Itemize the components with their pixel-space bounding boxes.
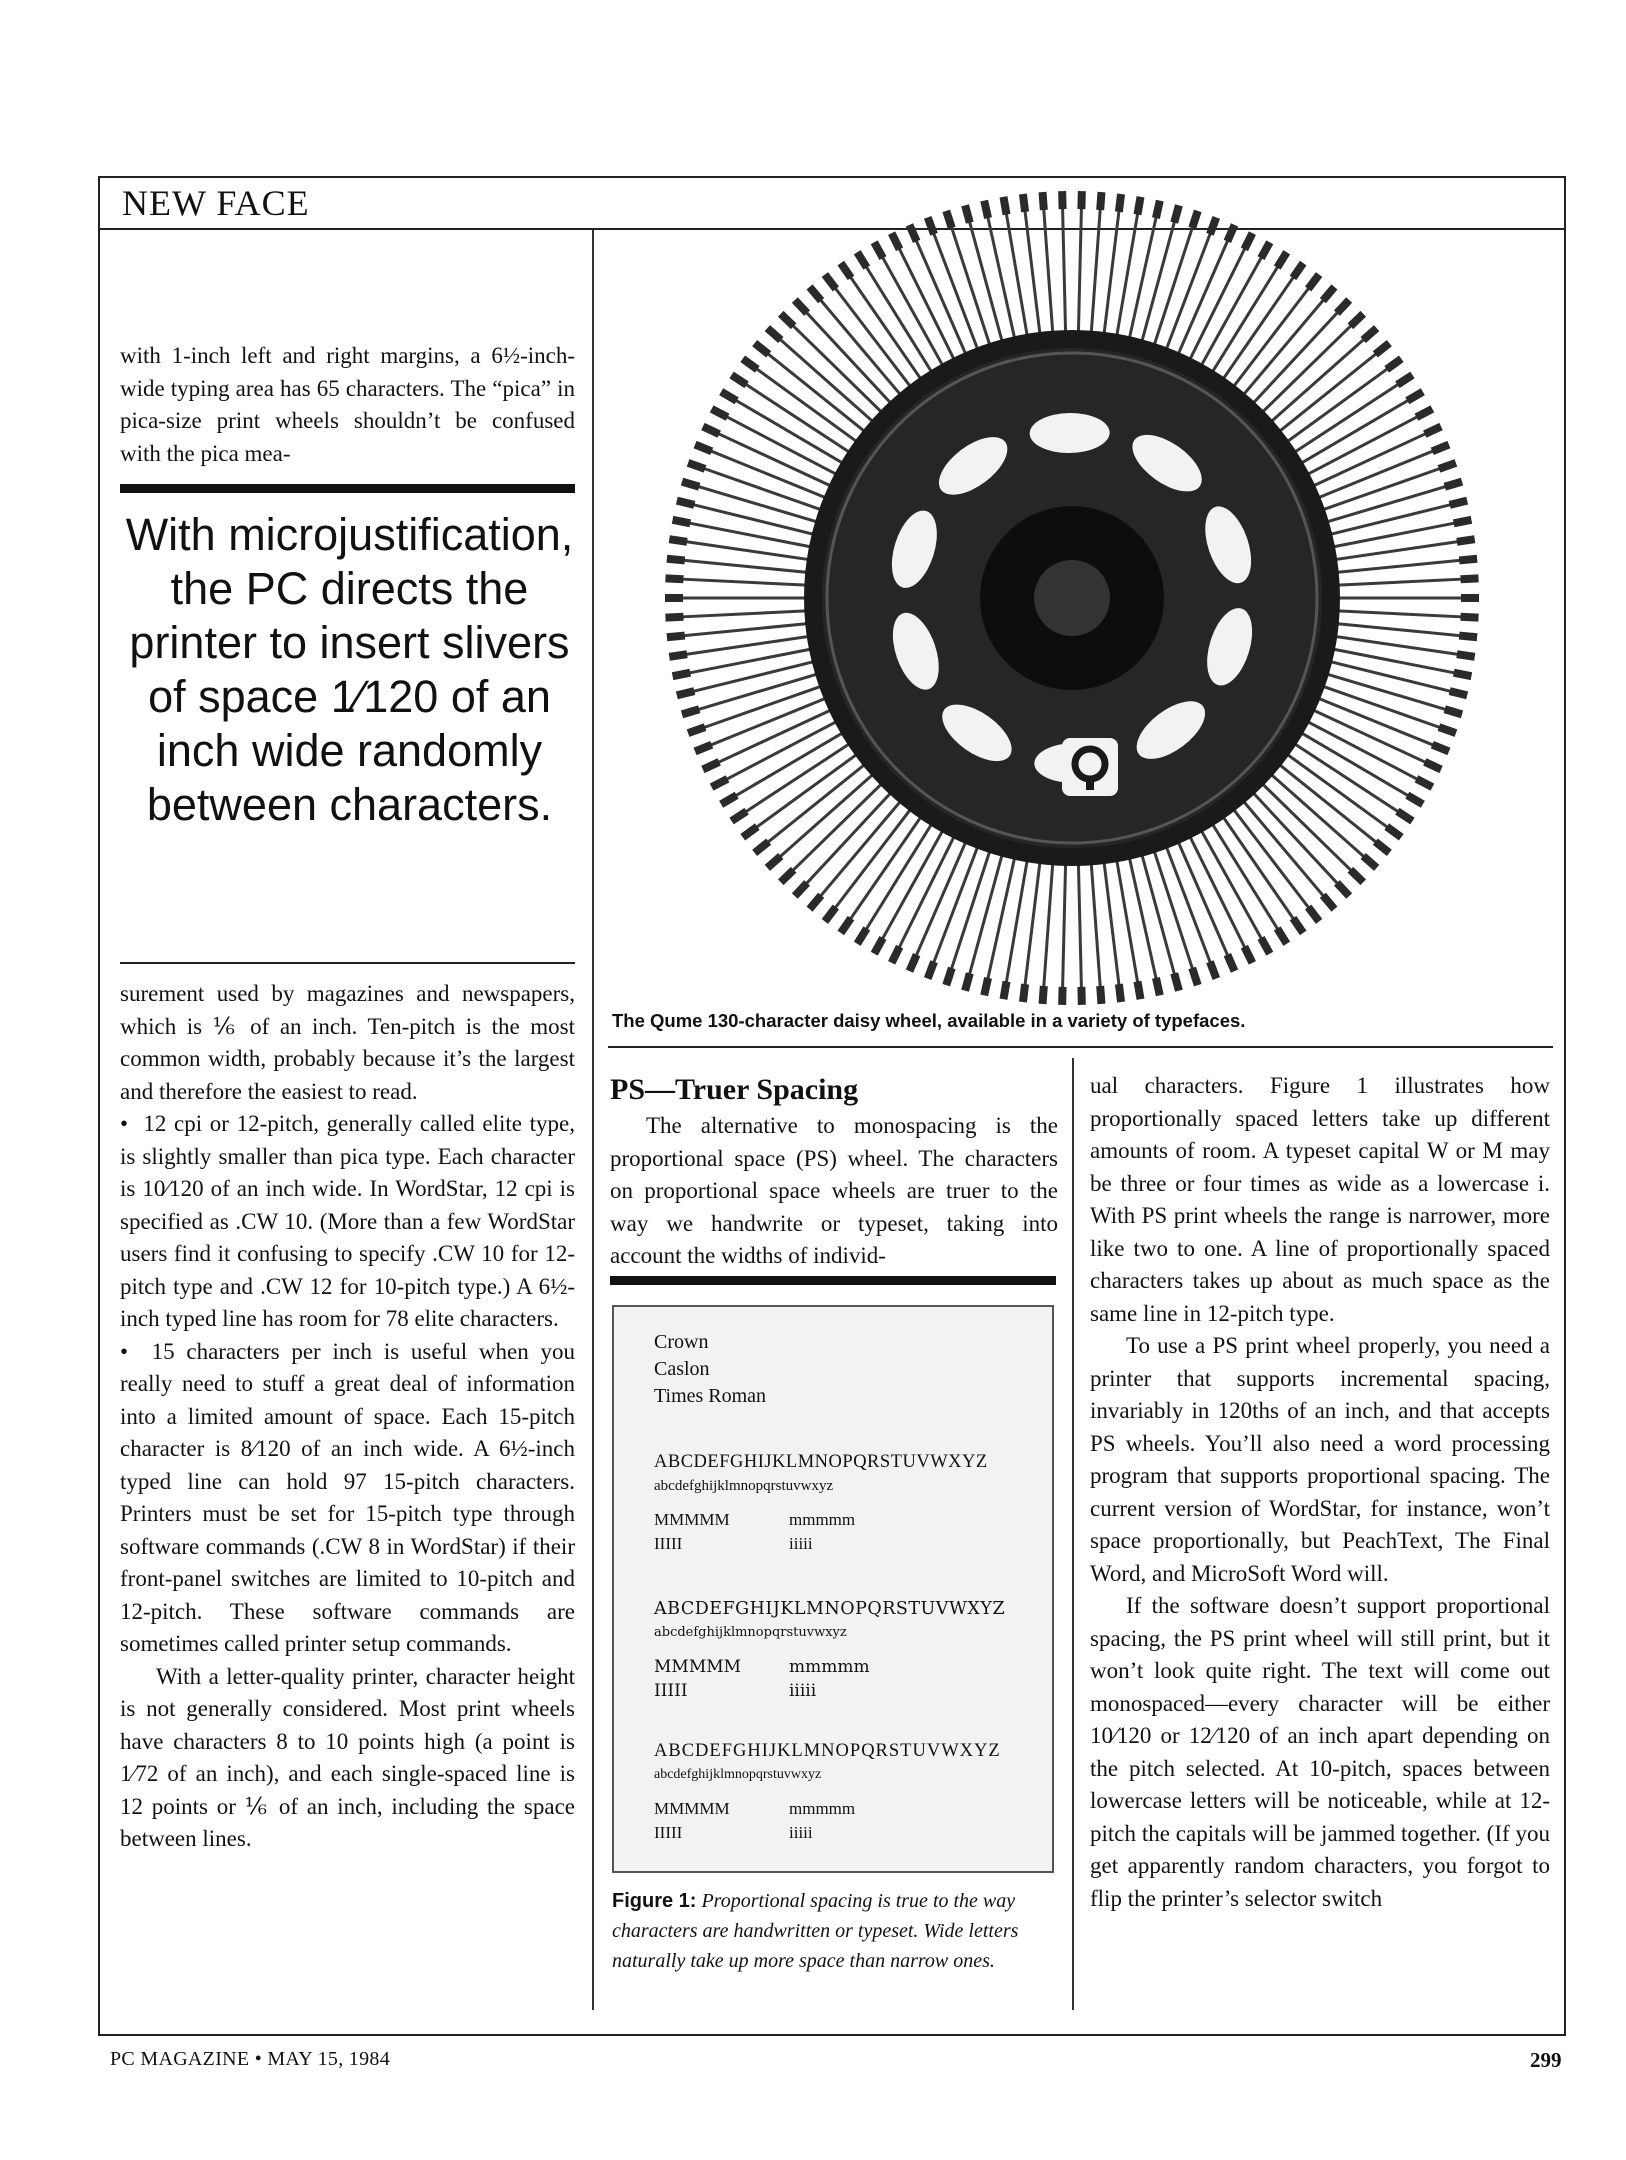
petal-character-tip	[710, 775, 730, 790]
petal-character-tip	[1058, 987, 1066, 1005]
petal-character-tip	[1134, 981, 1145, 1000]
pullquote-top-rule	[120, 484, 575, 493]
figure-1	[612, 1305, 1054, 1873]
petal-character-tip	[1152, 977, 1164, 996]
caption-rule	[608, 1046, 1553, 1048]
sample-lowercase: abcdefghijklmnopqrstuvwxyz	[654, 1625, 847, 1640]
petal-character-tip	[694, 441, 714, 455]
petal-character-tip	[665, 574, 683, 583]
petal-character-tip	[1039, 986, 1048, 1005]
petal-character-tip	[1224, 223, 1239, 243]
petal-character-tip	[719, 792, 739, 808]
petal-character-tip	[1258, 936, 1274, 956]
petal-character-tip	[1395, 372, 1414, 389]
petal-character-tip	[871, 936, 887, 956]
petal-character-tip	[888, 945, 903, 965]
petal-character-tip	[681, 478, 701, 491]
right-paragraph: To use a PS print wheel properly, you need a printer that supports incremental spacing, invariably in 120ths of an inch, and that accepts PS wheels. You’ll also need a word processing program that supports proportional spacing. The current version of WordStar, for instance, won’t space proportionally, but PeachText, The Final Word, and MicroSoft Word will.	[1090, 1333, 1550, 1586]
sample-uppercase: ABCDEFGHIJKLMNOPQRSTUVWXYZ	[654, 1741, 1001, 1761]
petal-character-tip	[1431, 741, 1451, 755]
petal-character-tip	[687, 459, 707, 473]
petal-character-tip	[1460, 574, 1478, 583]
petal-character-tip	[1000, 196, 1011, 215]
petal-character-tip	[1096, 986, 1105, 1005]
petal-character-tip	[687, 723, 707, 737]
petal-character-tip	[1077, 191, 1085, 209]
sample-uppercase: ABCDEFGHIJKLMNOPQRSTUVWXYZ	[654, 1452, 988, 1472]
petal-character-tip	[665, 594, 683, 602]
petal-character-tip	[1431, 441, 1451, 455]
petal-character-tip	[672, 669, 691, 680]
petal-character-tip	[701, 758, 721, 773]
figure-caption-label: Figure 1:	[612, 1890, 697, 1912]
petal-character-tip	[1206, 216, 1220, 236]
sample-narrow-lower: iiiii	[789, 1681, 817, 1701]
petal-character-tip	[1449, 687, 1468, 699]
petal-character-tip	[1134, 196, 1145, 215]
petal-character-tip	[667, 632, 686, 642]
sample-uppercase: ABCDEFGHIJKLMNOPQRSTUVWXYZ	[654, 1599, 1006, 1619]
petal-character-tip	[1453, 516, 1472, 527]
footer-publication: PC MAGAZINE • MAY 15, 1984	[110, 2048, 391, 2070]
petal-character-tip	[924, 960, 938, 980]
petal-character-tip	[672, 516, 691, 527]
petal-character-tip	[1241, 231, 1256, 251]
petal-character-tip	[729, 808, 748, 825]
petal-character-tip	[676, 497, 695, 509]
petal-character-tip	[980, 200, 992, 219]
petal-character-tip	[888, 231, 903, 251]
petal-character-tip	[1456, 650, 1475, 661]
petal-character-tip	[1423, 423, 1443, 438]
sample-wide-lower: mmmmm	[789, 1657, 870, 1677]
petal-character-tip	[1241, 945, 1256, 965]
petal-character-tip	[854, 926, 870, 946]
petal-character-tip	[1170, 204, 1182, 223]
petal-character-tip	[729, 372, 748, 389]
petal-character-tip	[1449, 497, 1468, 509]
petal-character-tip	[924, 216, 938, 236]
petal-character-tip	[961, 204, 973, 223]
sample-narrow-lower: iiiii	[789, 1534, 813, 1553]
petal-character-tip	[942, 967, 955, 987]
photo-caption: The Qume 130-character daisy wheel, available in a variety of typefaces.	[612, 1010, 1246, 1031]
petal-character-tip	[1115, 984, 1125, 1003]
figure-top-rule	[610, 1276, 1056, 1285]
petal-character-tip	[1019, 193, 1029, 212]
petal-character-tip	[1461, 594, 1479, 602]
petal-character-tip	[1456, 535, 1475, 546]
petal-character-tip	[1058, 191, 1066, 209]
article-frame	[98, 176, 1566, 2036]
petal-character-tip	[669, 650, 688, 661]
petal-character-tip	[1438, 723, 1458, 737]
petal-character-tip	[1258, 240, 1274, 260]
left-column-body	[120, 978, 575, 1856]
sample-narrow-caps: IIIII	[654, 1534, 683, 1553]
petal-character-tip	[1459, 555, 1478, 565]
petal-character-tip	[701, 423, 721, 438]
petal-character-tip	[1290, 261, 1307, 280]
right-paragraph: ual characters. Figure 1 illustrates how proportionally spaced letters take up different amounts of room. A typeset capital W or M may be three or four times as wide as a lowercase i. With PS print wheels the range is narrower, more like two to one. A line of proportionally spaced characters takes up about as much space as the same line in 12-pitch type.	[1090, 1073, 1550, 1326]
daisy-wheel-photo	[620, 188, 1525, 1008]
petal-character-tip	[1453, 669, 1472, 680]
petal-character-tip	[1206, 960, 1220, 980]
petal-character-tip	[694, 741, 714, 755]
typeface-name: Caslon	[654, 1358, 710, 1380]
petal-character-tip	[838, 261, 855, 280]
right-column-body	[1090, 1070, 1550, 1915]
petal-character-tip	[1444, 478, 1464, 491]
petal-character-tip	[854, 250, 870, 270]
petal-character-tip	[676, 687, 695, 699]
page-number: 299	[1530, 2048, 1562, 2072]
sample-narrow-caps: IIIII	[654, 1681, 688, 1701]
petal-character-tip	[1384, 823, 1403, 840]
petal-character-tip	[906, 953, 921, 973]
petal-character-tip	[1274, 926, 1290, 946]
left-top-paragraph: with 1-inch left and right margins, a 6½-inch-wide typing area has 65 characters. The “pica” in pica-size print wheels shouldn’t be confused with the pica mea-	[120, 343, 575, 466]
sample-narrow-caps: IIIII	[654, 1823, 683, 1842]
petal-character-tip	[667, 555, 686, 565]
petal-character-tip	[1405, 792, 1425, 808]
petal-character-tip	[1039, 192, 1048, 211]
pull-quote: With microjustification, the PC directs the printer to insert slivers of space 1⁄120 of an inch wide randomly between characters.	[125, 509, 574, 830]
left-paragraph: • 12 cpi or 12-pitch, generally called elite type, is slightly smaller than pica type. Each character is 10⁄120 of an inch wide. In WordStar, 12 cpi is specified as .CW 10. (More than a few WordStar users find it confusing to specify .CW 10 for 12-pitch type and .CW 12 for 10-pitch type.) A 6½-inch typed line has room for 78 elite characters.	[120, 1108, 575, 1336]
sample-wide-caps: MMMMM	[654, 1510, 730, 1529]
petal-character-tip	[1224, 953, 1239, 973]
petal-character-tip	[1438, 459, 1458, 473]
sample-set-crown	[654, 1450, 988, 1556]
petal-character-tip	[1077, 987, 1085, 1005]
petal-character-tip	[740, 356, 759, 373]
typeface-name: Crown	[654, 1331, 709, 1353]
typeface-list	[654, 1329, 766, 1410]
petal-character-tip	[1000, 981, 1011, 1000]
petal-character-tip	[838, 916, 855, 935]
petal-character-tip	[1274, 250, 1290, 270]
petal-character-tip	[665, 613, 683, 622]
petal-character-tip	[961, 972, 973, 991]
section-title: NEW FACE	[122, 183, 310, 223]
petal-character-tip	[1423, 758, 1443, 773]
petal-character-tip	[669, 535, 688, 546]
sample-wide-lower: mmmmm	[789, 1799, 856, 1818]
petal-character-tip	[1115, 193, 1125, 212]
middle-column-body	[610, 1110, 1058, 1273]
typeface-name: Times Roman	[654, 1385, 767, 1407]
figure-caption-text: Proportional spacing is true to the way characters are handwritten or typeset. Wide letters naturally take up more space than narrow ones.	[612, 1890, 1019, 1972]
petal-character-tip	[719, 388, 739, 404]
petal-character-tip	[1096, 192, 1105, 211]
petal-character-tip	[710, 405, 730, 420]
petal-character-tip	[740, 823, 759, 840]
column-divider	[1072, 1058, 1074, 2010]
petal-character-tip	[1188, 210, 1201, 230]
petal-character-tip	[1019, 984, 1029, 1003]
petal-character-tip	[942, 210, 955, 230]
petal-character-tip	[1415, 405, 1435, 420]
left-column-top	[120, 340, 575, 470]
sample-narrow-lower: iiiii	[789, 1823, 813, 1842]
petal-character-tip	[1405, 388, 1425, 404]
petal-character-tip	[906, 223, 921, 243]
petal-character-tip	[1290, 916, 1307, 935]
petal-character-tip	[1384, 356, 1403, 373]
section-heading: PS—Truer Spacing	[610, 1073, 859, 1106]
pullquote-bottom-rule	[120, 962, 575, 964]
petal-character-tip	[1152, 200, 1164, 219]
sample-lowercase: abcdefghijklmnopqrstuvwxyz	[654, 1767, 822, 1782]
sample-wide-caps: MMMMM	[654, 1799, 730, 1818]
petal-character-tip	[1444, 705, 1464, 718]
petal-character-tip	[980, 977, 992, 996]
right-paragraph: If the software doesn’t support proportional spacing, the PS print wheel will still print, but it won’t look quite right. The text will come out monospaced—every character will be either 10⁄120 or 12⁄120 of an inch apart depending on the pitch selected. At 10-pitch, spaces between lowercase letters will be noticeable, while at 12-pitch the capitals will be jammed together. (If you get apparently random characters, you forgot to flip the printer’s selector switch	[1090, 1593, 1550, 1911]
petal-character-tip	[871, 240, 887, 260]
left-paragraph: With a letter-quality printer, character height is not generally considered. Most print wheels have characters 8 to 10 points high (a point is 1⁄72 of an inch), and each single-spaced line is 12 points or ⅙ of an inch, including the space between lines.	[120, 1663, 575, 1851]
middle-paragraph: The alternative to monospacing is the proportional space (PS) wheel. The characters on proportional space wheels are truer to the way we handwrite or typeset, taking into account the widths of individ-	[610, 1113, 1058, 1268]
sample-lowercase: abcdefghijklmnopqrstuvwxyz	[654, 1478, 834, 1494]
left-paragraph: surement used by magazines and newspapers, which is ⅙ of an inch. Ten-pitch is the most common width, probably because it’s the largest and therefore the easiest to read.	[120, 981, 575, 1104]
sample-set-times-roman	[654, 1739, 1001, 1845]
petal-character-tip	[1459, 632, 1478, 642]
column-divider	[592, 230, 594, 2010]
sample-set-caslon	[654, 1597, 1005, 1703]
petal-character-tip	[1415, 775, 1435, 790]
sample-wide-lower: mmmmm	[789, 1510, 856, 1529]
petal-character-tip	[681, 705, 701, 718]
petal-character-tip	[1170, 972, 1182, 991]
figure-caption	[612, 1886, 1052, 1976]
sample-wide-caps: MMMMM	[654, 1657, 742, 1677]
petal-character-tip	[1188, 967, 1201, 987]
petal-character-tip	[1395, 808, 1414, 825]
left-paragraph: • 15 characters per inch is useful when you really need to stuff a great deal of information into a limited amount of space. Each 15-pitch character is 8⁄120 of an inch wide. A 6½-inch typed line can hold 97 15-pitch characters. Printers must be set for 15-pitch type through software commands (.CW 8 in WordStar) if their front-panel switches are limited to 10-pitch and 12-pitch. These software commands are sometimes called printer setup commands.	[120, 1336, 575, 1661]
petal-character-tip	[1460, 613, 1478, 622]
qume-logo	[1062, 738, 1118, 796]
